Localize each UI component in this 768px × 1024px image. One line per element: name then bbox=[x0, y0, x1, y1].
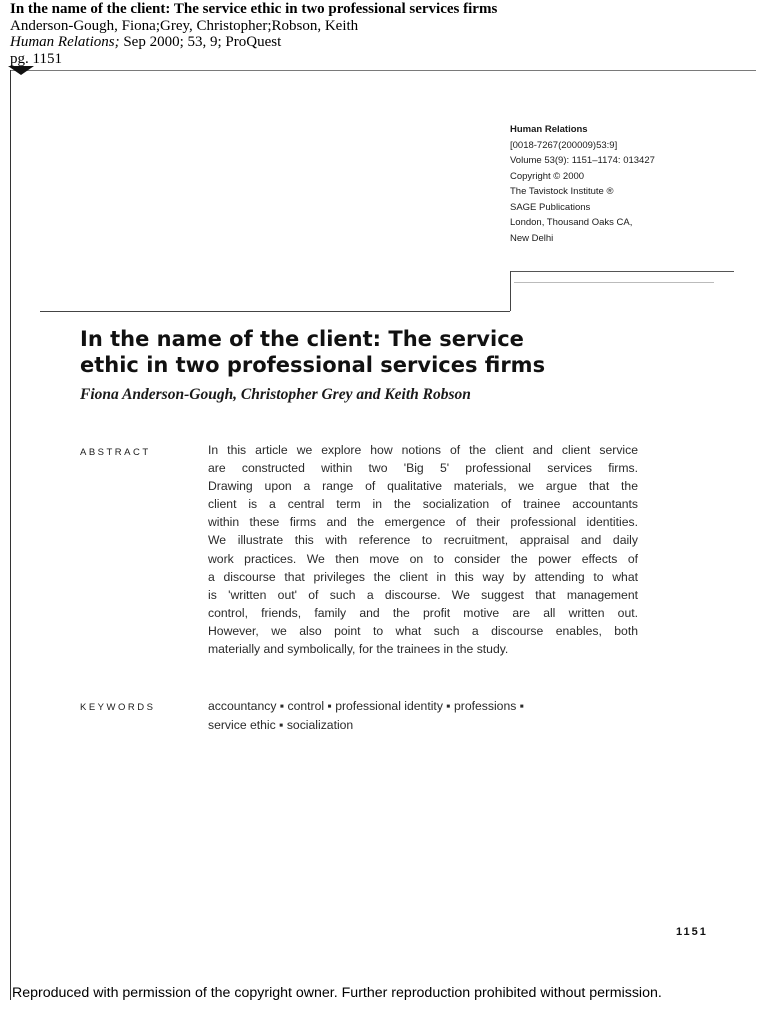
abstract-line: within these firms and the emergence of their professional identities. bbox=[208, 515, 638, 530]
page-number: 1151 bbox=[676, 926, 708, 938]
issn-line: [0018-7267(200009)53:9] bbox=[510, 139, 618, 151]
citation-page: pg. 1151 bbox=[10, 50, 62, 67]
citation-journal: Human Relations; bbox=[10, 34, 120, 50]
abstract-line: a discourse that privileges the client in this way by attending to what bbox=[208, 569, 638, 584]
frame-left-rule bbox=[10, 70, 11, 1000]
institute-line: The Tavistock Institute ® bbox=[510, 186, 614, 197]
volume-line: Volume 53(9): 1151–1174: 013427 bbox=[510, 155, 655, 166]
publisher-location-line: London, Thousand Oaks CA, bbox=[510, 217, 633, 228]
abstract-line: are constructed within two 'Big 5' professional services firms. bbox=[208, 461, 638, 476]
abstract-line: control, friends, family and the profit motive are all written out. bbox=[208, 605, 638, 620]
abstract-line: client is a central term in the socialization of trainee accountants bbox=[208, 497, 638, 512]
citation-issue: Sep 2000; 53, 9; ProQuest bbox=[119, 34, 282, 50]
article-title: In the name of the client: The service ethic in two professional services firms bbox=[80, 327, 546, 377]
citation-title: In the name of the client: The service ethic in two professional services firms bbox=[10, 1, 498, 17]
article-authors: Fiona Anderson-Gough, Christopher Grey and Keith Robson bbox=[80, 386, 471, 403]
abstract-line: Drawing upon a range of qualitative materials, we argue that the bbox=[208, 479, 638, 494]
abstract-line: materially and symbolically, for the trainees in the study. bbox=[208, 642, 509, 657]
title-rule bbox=[40, 311, 510, 312]
citation-header bbox=[10, 1, 497, 67]
abstract-line: work practices. We then move on to consider the power effects of bbox=[208, 551, 638, 566]
publisher-line: SAGE Publications bbox=[510, 201, 591, 213]
keywords-label: KEYWORDS bbox=[80, 702, 156, 713]
abstract-line: However, we also point to what such a discourse enables, both bbox=[208, 623, 638, 638]
abstract-line: We illustrate this with reference to recruitment, appraisal and daily bbox=[208, 533, 638, 548]
corner-notch bbox=[8, 66, 34, 75]
citation-authors: Anderson-Gough, Fiona;Grey, Christopher;Robson, Keith bbox=[10, 17, 359, 34]
copyright-line: Copyright © 2000 bbox=[510, 170, 585, 182]
abstract-label: ABSTRACT bbox=[80, 447, 151, 458]
abstract-line: In this article we explore how notions of the client and client service bbox=[208, 443, 638, 457]
right-faint-rule bbox=[514, 282, 714, 283]
right-rule bbox=[510, 271, 734, 272]
keywords-text: accountancy ▪ control ▪ professional identity ▪ professions ▪ service ethic ▪ socialization bbox=[208, 699, 525, 732]
journal-metadata bbox=[510, 122, 655, 246]
step-rule bbox=[510, 271, 511, 311]
abstract-text bbox=[208, 441, 638, 658]
citation-source bbox=[10, 34, 497, 51]
abstract-line: is 'written out' of such a discourse. We suggest that management bbox=[208, 587, 638, 602]
copyright-footer: Reproduced with permission of the copyright owner. Further reproduction prohibited without permission. bbox=[12, 985, 662, 1001]
frame-top-rule bbox=[10, 70, 756, 71]
publisher-location-line-2: New Delhi bbox=[510, 232, 554, 244]
journal-name: Human Relations bbox=[510, 124, 588, 135]
